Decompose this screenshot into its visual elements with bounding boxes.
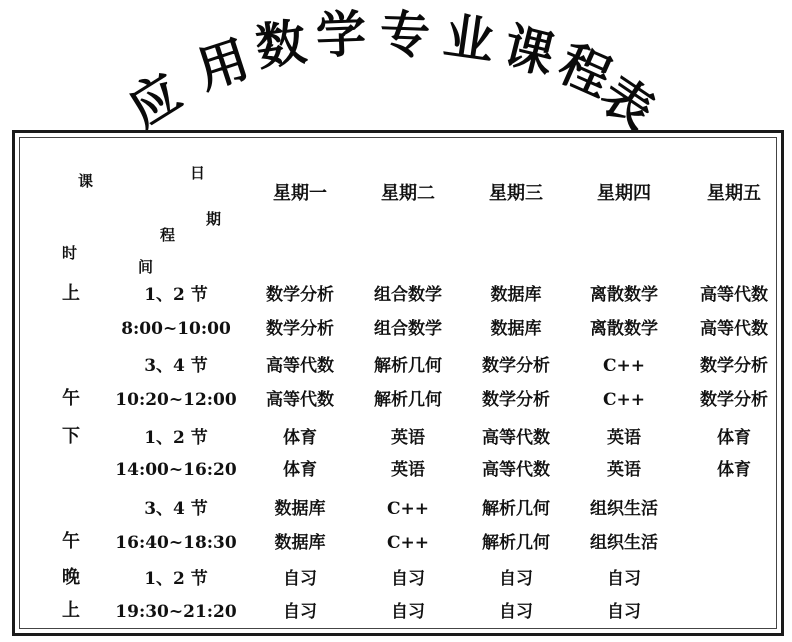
course-cell: 高等代数 xyxy=(266,356,334,376)
title-char: 业 xyxy=(440,6,498,72)
time-slot: 1、2 节 xyxy=(144,569,208,589)
course-cell: 组织生活 xyxy=(590,533,658,553)
header-qi: 期 xyxy=(206,210,222,228)
period-label: 上 xyxy=(62,283,80,304)
time-slot: 1、2 节 xyxy=(144,285,208,305)
title-char: 表 xyxy=(590,64,664,142)
title-char: 程 xyxy=(550,34,620,108)
period-label: 下 xyxy=(62,426,80,447)
course-cell: 数学分析 xyxy=(266,319,334,339)
course-cell: 自习 xyxy=(607,569,641,589)
header-ke: 课 xyxy=(78,172,94,190)
time-slot: 3、4 节 xyxy=(144,499,208,519)
course-cell: C++ xyxy=(386,533,430,553)
course-cell: 离散数学 xyxy=(590,285,658,305)
course-cell: C++ xyxy=(602,390,646,410)
course-cell: 英语 xyxy=(607,460,641,480)
course-cell: 数据库 xyxy=(274,533,326,553)
course-cell: 解析几何 xyxy=(374,356,442,376)
course-cell: 解析几何 xyxy=(482,533,550,553)
course-cell: 组合数学 xyxy=(374,319,442,339)
period-label: 午 xyxy=(62,388,80,409)
header-cheng: 程 xyxy=(160,226,176,244)
page-title xyxy=(0,0,792,142)
day-header: 星期四 xyxy=(597,183,651,204)
course-cell: 数据库 xyxy=(490,319,542,339)
course-cell: 自习 xyxy=(283,602,317,622)
course-cell: 数据库 xyxy=(274,499,326,519)
course-cell: C++ xyxy=(602,356,646,376)
course-cell: 自习 xyxy=(499,602,533,622)
course-cell: 数学分析 xyxy=(482,356,550,376)
course-cell: 组织生活 xyxy=(590,499,658,519)
timetable xyxy=(12,130,784,636)
course-cell: 体育 xyxy=(283,428,317,448)
course-cell: 数学分析 xyxy=(482,390,550,410)
course-cell: 体育 xyxy=(717,428,751,448)
time-slot: 16:40~18:30 xyxy=(115,533,237,553)
course-cell: 高等代数 xyxy=(700,319,768,339)
title-char: 数 xyxy=(252,12,310,78)
course-cell: 高等代数 xyxy=(482,428,550,448)
course-cell: 自习 xyxy=(283,569,317,589)
course-cell: 高等代数 xyxy=(700,285,768,305)
course-cell: 离散数学 xyxy=(590,319,658,339)
title-char: 专 xyxy=(379,5,431,65)
timetable-inner-border xyxy=(19,137,777,629)
course-cell: 数学分析 xyxy=(700,390,768,410)
course-cell: 体育 xyxy=(283,460,317,480)
day-header: 星期五 xyxy=(707,183,761,204)
course-cell: 自习 xyxy=(499,569,533,589)
time-slot: 10:20~12:00 xyxy=(115,390,237,410)
course-cell: 高等代数 xyxy=(266,390,334,410)
course-cell: 数学分析 xyxy=(700,356,768,376)
course-cell: 自习 xyxy=(391,569,425,589)
time-slot: 8:00~10:00 xyxy=(121,319,231,339)
title-char: 应 xyxy=(118,63,192,139)
title-char: 用 xyxy=(190,29,256,101)
course-cell: 自习 xyxy=(391,602,425,622)
period-label: 晚 xyxy=(62,567,80,588)
time-slot: 1、2 节 xyxy=(144,428,208,448)
course-cell: 体育 xyxy=(717,460,751,480)
course-cell: 数学分析 xyxy=(266,285,334,305)
day-header: 星期三 xyxy=(489,183,543,204)
header-ri: 日 xyxy=(190,164,206,182)
period-label: 上 xyxy=(62,600,80,621)
time-slot: 14:00~16:20 xyxy=(115,460,237,480)
course-cell: 解析几何 xyxy=(482,499,550,519)
title-char: 学 xyxy=(315,5,367,65)
course-cell: 组合数学 xyxy=(374,285,442,305)
course-cell: 英语 xyxy=(607,428,641,448)
time-slot: 3、4 节 xyxy=(144,356,208,376)
title-char: 课 xyxy=(497,16,561,86)
header-shi: 时 xyxy=(62,244,78,262)
time-slot: 19:30~21:20 xyxy=(115,602,237,622)
course-cell: 高等代数 xyxy=(482,460,550,480)
course-cell: 解析几何 xyxy=(374,390,442,410)
day-header: 星期二 xyxy=(381,183,435,204)
header-jian: 间 xyxy=(138,258,154,276)
course-cell: 英语 xyxy=(391,428,425,448)
course-cell: 英语 xyxy=(391,460,425,480)
period-label: 午 xyxy=(62,531,80,552)
course-cell: 数据库 xyxy=(490,285,542,305)
course-cell: 自习 xyxy=(607,602,641,622)
course-cell: C++ xyxy=(386,499,430,519)
day-header: 星期一 xyxy=(273,183,327,204)
